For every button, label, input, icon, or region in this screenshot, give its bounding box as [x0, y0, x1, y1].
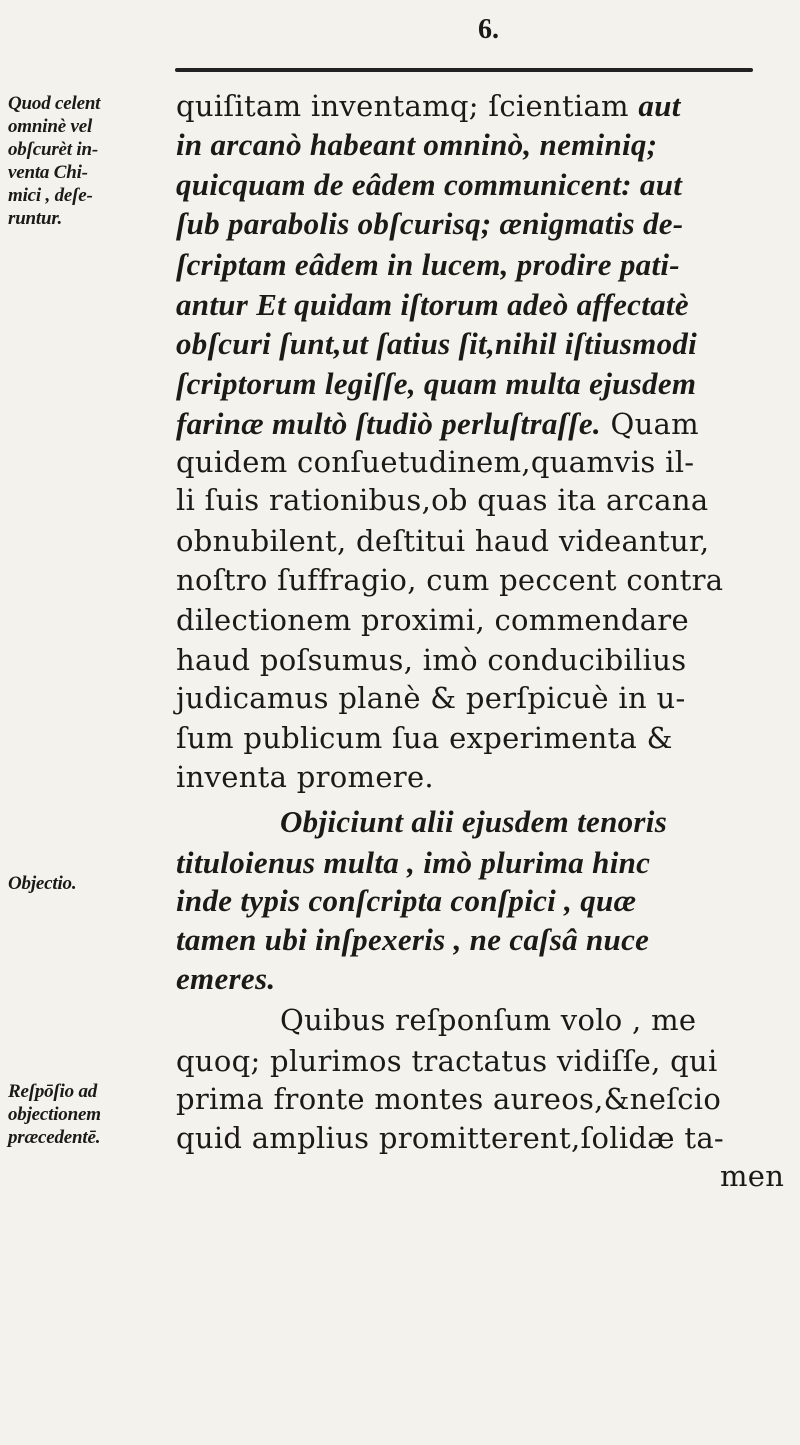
text-italic: in arcanò habeant omninò, neminiq; — [176, 127, 658, 162]
text-roman: quid amplius promitterent,ſolidæ ta- — [176, 1121, 725, 1155]
text-line — [176, 206, 796, 242]
text-italic: ſub parabolis obſcurisq; ænigmatis de- — [176, 206, 684, 241]
text-line — [176, 287, 796, 323]
text-italic: emeres. — [176, 961, 276, 996]
text-roman: inventa promere. — [176, 760, 434, 794]
text-line — [176, 1044, 796, 1078]
text-line — [720, 1159, 800, 1193]
margin-line: præcedentē. — [8, 1127, 101, 1148]
margin-note-responsio — [8, 1080, 180, 1149]
page-number: 6. — [478, 14, 499, 45]
text-line — [176, 643, 796, 677]
text-roman: haud poſsumus, imò conducibilius — [176, 643, 687, 677]
text-roman: quidem conſuetudinem,quamvis il- — [176, 445, 695, 479]
text-line — [176, 445, 796, 479]
text-roman: quoq; plurimos tractatus vidiſſe, qui — [176, 1044, 718, 1078]
text-italic: obſcuri ſunt,ut ſatius ſit,nihil iſtiusmodi — [176, 326, 698, 361]
margin-line: venta Chi- — [8, 162, 88, 183]
margin-note-objectio — [8, 872, 180, 895]
text-line — [176, 883, 796, 919]
text-italic: inde typis conſcripta conſpici , quæ — [176, 883, 637, 918]
text-italic: antur Et quidam iſtorum adeò affectatè — [176, 287, 689, 322]
text-line — [176, 603, 796, 637]
margin-line: Quod celent — [8, 93, 101, 114]
text-line — [176, 681, 796, 715]
text-line — [176, 524, 796, 558]
text-italic: ſcriptorum legiſſe, quam multa ejusdem — [176, 366, 697, 401]
text-roman: quiſitam inventamq; ſcientiam — [176, 89, 639, 123]
text-line — [176, 1121, 796, 1155]
text-line — [176, 326, 796, 362]
text-roman: noſtro ſuffragio, cum peccent contra — [176, 563, 724, 597]
header-rule — [175, 68, 753, 72]
text-italic: aut — [638, 88, 681, 123]
text-line — [176, 845, 796, 881]
text-roman-tail: Quam — [600, 407, 699, 441]
text-line — [176, 760, 796, 794]
text-line — [176, 127, 796, 163]
text-italic: tituloienus multa , imò plurima hinc — [176, 845, 651, 880]
text-italic: Objiciunt alii ejusdem tenoris — [280, 804, 668, 839]
text-line — [176, 922, 796, 958]
text-line — [176, 1082, 796, 1116]
text-italic: quicquam de eâdem communicent: aut — [176, 167, 683, 202]
margin-line: objectionem — [8, 1104, 101, 1125]
text-line — [176, 167, 796, 203]
text-roman: obnubilent, deſtitui haud videantur, — [176, 524, 710, 558]
text-italic: tamen ubi inſpexeris , ne caſsâ nuce — [176, 922, 650, 957]
margin-line: obſcurèt in- — [8, 139, 98, 160]
text-line — [176, 483, 796, 517]
margin-line: Reſpōſio ad — [8, 1081, 98, 1102]
text-roman: li ſuis rationibus,ob quas ita arcana — [176, 483, 709, 517]
text-roman: judicamus planè & perſpicuè in u- — [176, 681, 686, 715]
margin-note-quod-celent — [8, 92, 180, 230]
text-line — [176, 366, 796, 402]
text-line — [176, 961, 796, 997]
text-line — [176, 721, 796, 755]
text-line — [280, 1003, 800, 1037]
text-line — [280, 804, 800, 840]
text-roman: prima fronte montes aureos,&neſcio — [176, 1082, 722, 1116]
text-roman: men — [720, 1159, 785, 1193]
margin-line: runtur. — [8, 208, 63, 229]
text-roman: Quibus reſponſum volo , me — [280, 1003, 697, 1037]
text-roman: ſum publicum ſua experimenta & — [176, 721, 673, 755]
margin-line: mici , deſe- — [8, 185, 93, 206]
text-roman: dilectionem proximi, commendare — [176, 603, 689, 637]
text-italic: farinæ multò ſtudiò perluſtraſſe. — [176, 406, 601, 441]
margin-line: omninè vel — [8, 116, 93, 137]
text-line — [176, 247, 796, 283]
text-italic: ſcriptam eâdem in lucem, prodire pati- — [176, 247, 680, 282]
text-line — [176, 406, 796, 442]
text-line — [176, 88, 796, 124]
text-line — [176, 563, 796, 597]
margin-line: Objectio. — [8, 873, 77, 894]
